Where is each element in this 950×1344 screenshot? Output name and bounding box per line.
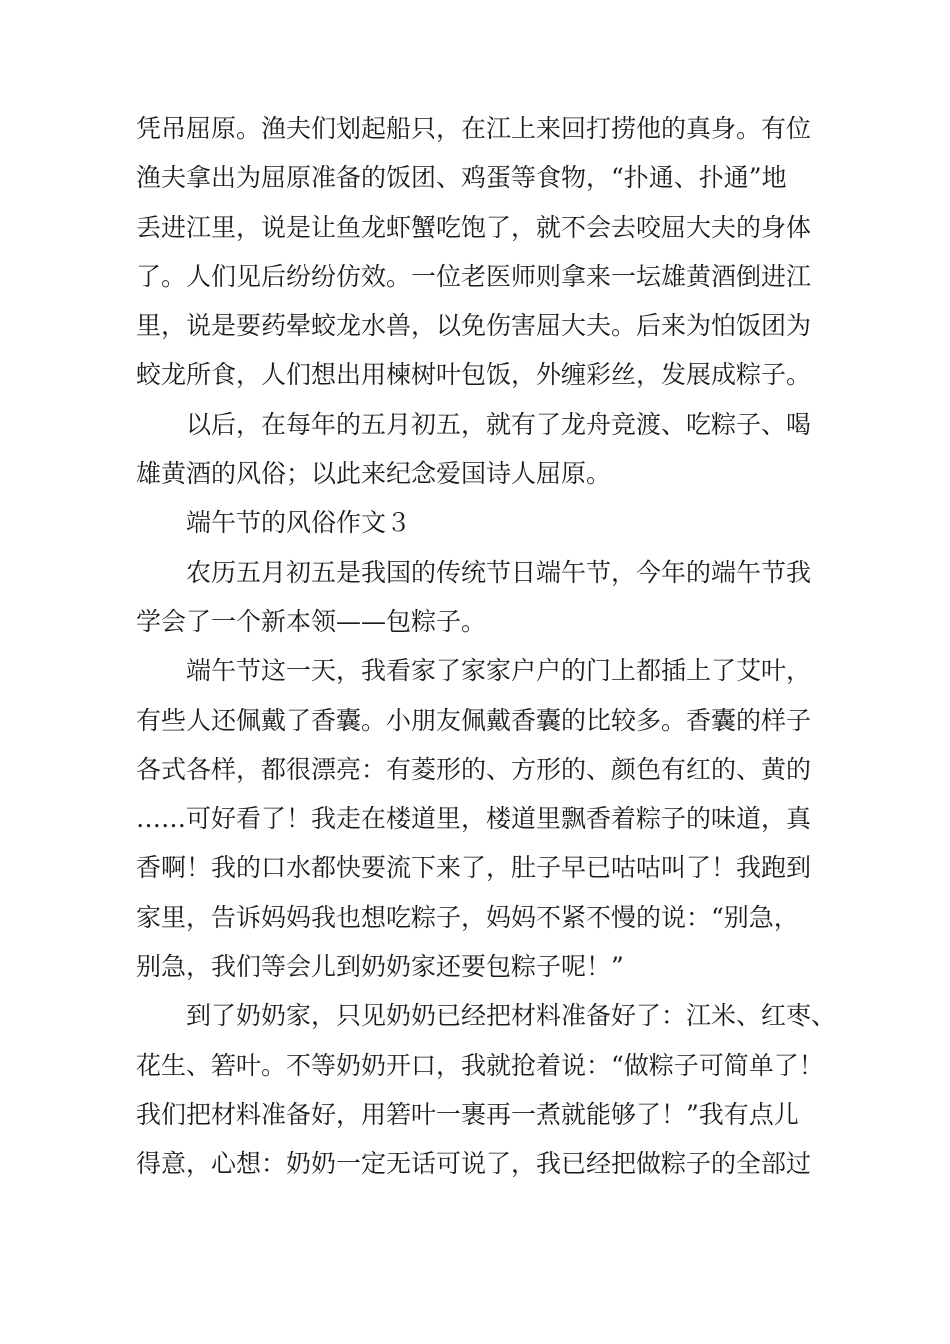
paragraph-line: 有些人还佩戴了香囊。小朋友佩戴香囊的比较多。香囊的样子 [136, 705, 812, 735]
paragraph-line: 学会了一个新本领——包粽子。 [136, 606, 487, 636]
heading-text: 端午节的风俗作文３ [186, 508, 412, 538]
paragraph [136, 104, 836, 400]
paragraph-line: 我们把材料准备好，用箬叶一裹再一煮就能够了！”我有点儿 [136, 1099, 799, 1129]
paragraph-line: 农历五月初五是我国的传统节日端午节，今年的端午节我 [186, 557, 812, 587]
document-body [136, 104, 836, 1189]
paragraph-line: 雄黄酒的风俗；以此来纪念爱国诗人屈原。 [136, 459, 612, 489]
paragraph-line: 得意，心想：奶奶一定无话可说了，我已经把做粽子的全部过 [136, 1149, 812, 1179]
paragraph-line: 里，说是要药晕蛟龙水兽，以免伤害屈大夫。后来为怕饭团为 [136, 311, 812, 341]
paragraph [136, 400, 836, 499]
paragraph-line: 各式各样，都很漂亮：有菱形的、方形的、颜色有红的、黄的 [136, 754, 812, 784]
paragraph-line: 花生、箬叶。不等奶奶开口，我就抢着说：“做粽子可简单了！ [136, 1050, 824, 1080]
paragraph [136, 991, 836, 1188]
paragraph-line: 丢进江里，说是让鱼龙虾蟹吃饱了，就不会去咬屈大夫的身体 [136, 212, 812, 242]
paragraph-line: 凭吊屈原。渔夫们划起船只，在江上来回打捞他的真身。有位 [136, 114, 812, 143]
paragraph-line: 到了奶奶家，只见奶奶已经把材料准备好了：江米、红枣、 [186, 1001, 837, 1031]
paragraph-line: 蛟龙所食，人们想出用楝树叶包饭，外缠彩丝，发展成粽子。 [136, 360, 812, 390]
paragraph-line: ……可好看了！我走在楼道里，楼道里飘香着粽子的味道，真 [136, 804, 812, 834]
section-heading [136, 498, 836, 547]
paragraph-line: 以后，在每年的五月初五，就有了龙舟竞渡、吃粽子、喝 [186, 409, 812, 439]
paragraph-line: 家里，告诉妈妈我也想吃粽子，妈妈不紧不慢的说：“别急， [136, 902, 799, 932]
paragraph-line: 渔夫拿出为屈原准备的饭团、鸡蛋等食物，“扑通、扑通”地 [136, 163, 787, 193]
paragraph [136, 548, 836, 647]
paragraph [136, 646, 836, 991]
paragraph-line: 别急，我们等会儿到奶奶家还要包粽子呢！” [136, 952, 624, 982]
paragraph-line: 了。人们见后纷纷仿效。一位老医师则拿来一坛雄黄酒倒进江 [136, 261, 812, 291]
paragraph-line: 端午节这一天，我看家了家家户户的门上都插上了艾叶， [186, 656, 812, 686]
paragraph-line: 香啊！我的口水都快要流下来了，肚子早已咕咕叫了！我跑到 [136, 853, 812, 883]
